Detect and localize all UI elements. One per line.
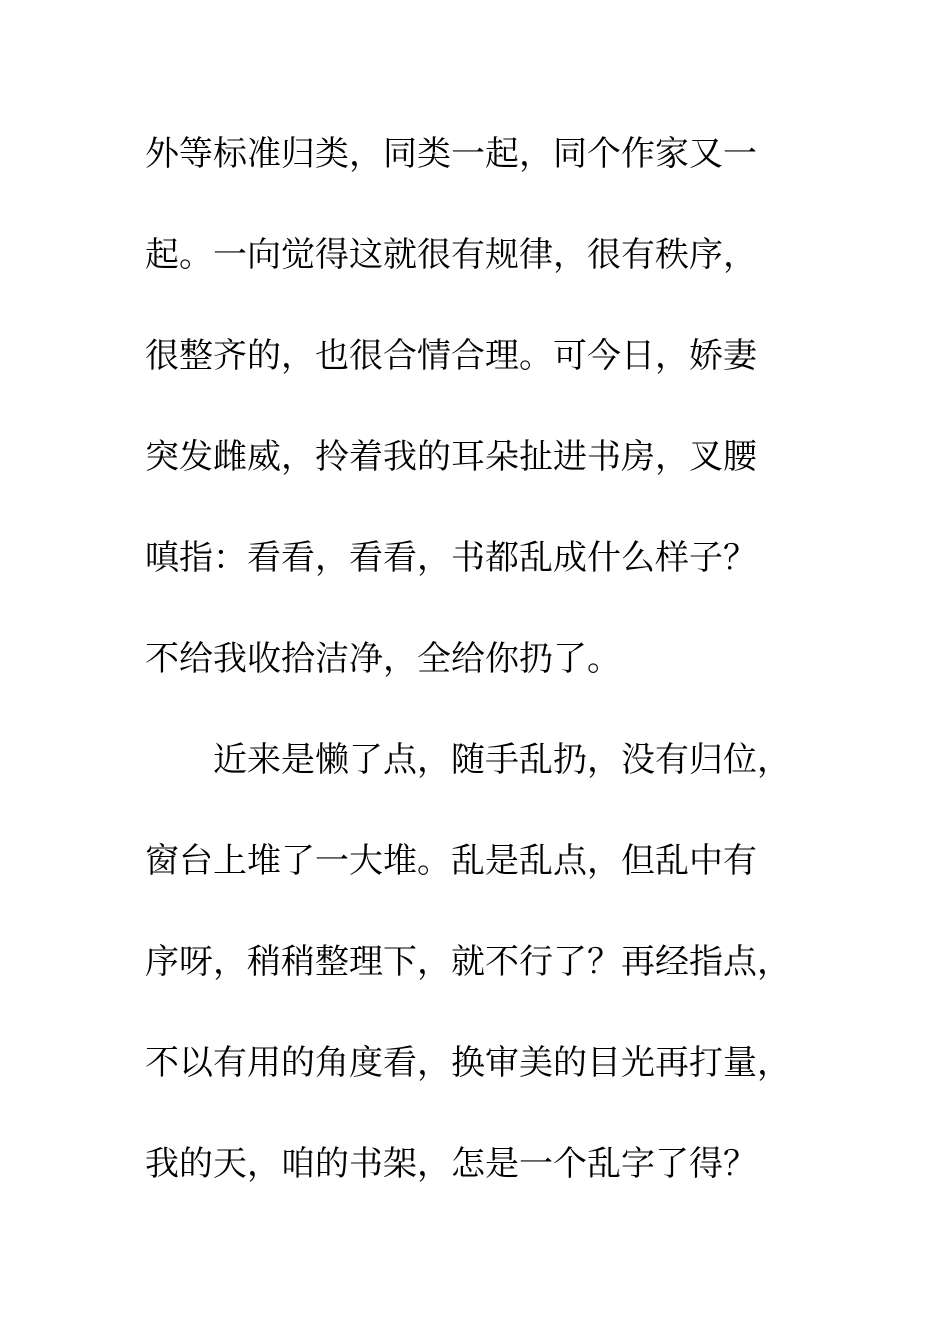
text-line-9: 序呀，稍稍整理下，就不行了？再经指点， [145, 942, 791, 982]
text-line-11: 我的天，咱的书架，怎是一个乱字了得？ [145, 1144, 757, 1184]
text-line-3: 很整齐的，也很合情合理。可今日，娇妻 [145, 336, 757, 376]
text-line-5: 嗔指：看看，看看，书都乱成什么样子？ [145, 538, 757, 578]
text-line-4: 突发雌威，拎着我的耳朵扯进书房，叉腰 [145, 437, 757, 477]
text-line-7-paragraph-start: 近来是懒了点，随手乱扔，没有归位， [213, 740, 791, 780]
text-line-1: 外等标准归类，同类一起，同个作家又一 [145, 134, 757, 174]
text-line-10: 不以有用的角度看，换审美的目光再打量， [145, 1043, 791, 1083]
text-line-8: 窗台上堆了一大堆。乱是乱点，但乱中有 [145, 841, 757, 881]
text-line-2: 起。一向觉得这就很有规律，很有秩序， [145, 235, 757, 275]
body-text [145, 122, 825, 1233]
text-line-6: 不给我收拾洁净，全给你扔了。 [145, 639, 621, 679]
